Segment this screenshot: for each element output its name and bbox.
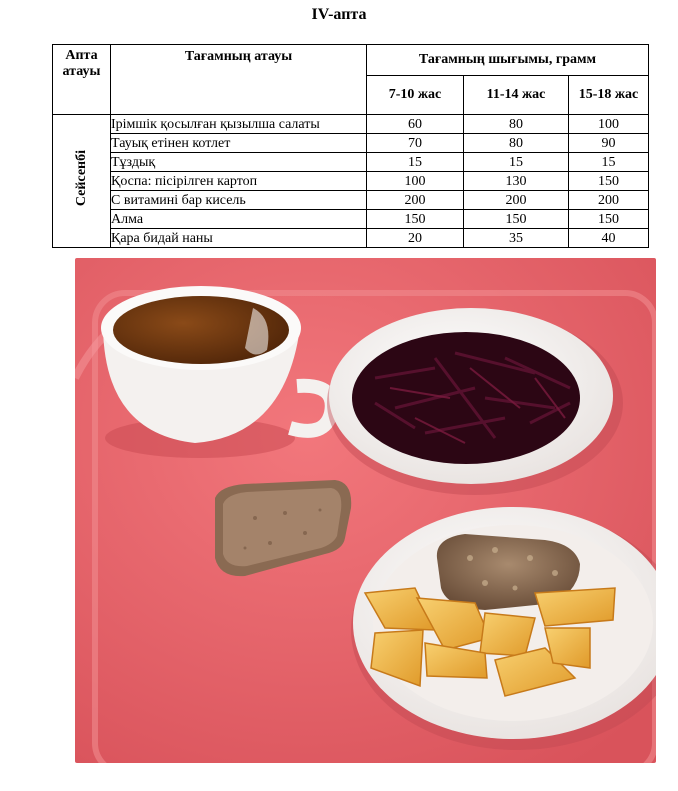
- amount-15-18: 200: [569, 191, 649, 210]
- amount-15-18: 150: [569, 172, 649, 191]
- amount-11-14: 35: [464, 229, 569, 248]
- amount-7-10: 20: [367, 229, 464, 248]
- age-header-11-14: 11-14 жас: [464, 76, 569, 115]
- amount-7-10: 150: [367, 210, 464, 229]
- table-row: [53, 115, 649, 134]
- table-row: [53, 210, 649, 229]
- amount-11-14: 80: [464, 134, 569, 153]
- dish-name: С витамині бар кисель: [111, 191, 367, 210]
- amount-11-14: 15: [464, 153, 569, 172]
- dish-name: Қоспа: пісірілген картоп: [111, 172, 367, 191]
- table-row: [53, 191, 649, 210]
- table-row: [53, 134, 649, 153]
- page-title: IV-апта: [311, 6, 367, 23]
- amount-7-10: 200: [367, 191, 464, 210]
- amount-15-18: 90: [569, 134, 649, 153]
- yield-header: Тағамның шығымы, грамм: [367, 45, 649, 76]
- dish-name: Қара бидай наны: [111, 229, 367, 248]
- amount-15-18: 40: [569, 229, 649, 248]
- dish-name: Алма: [111, 210, 367, 229]
- menu-table: [52, 44, 649, 248]
- amount-11-14: 80: [464, 115, 569, 134]
- amount-15-18: 100: [569, 115, 649, 134]
- amount-15-18: 150: [569, 210, 649, 229]
- amount-7-10: 15: [367, 153, 464, 172]
- dish-header: Тағамның атауы: [111, 45, 367, 115]
- amount-7-10: 100: [367, 172, 464, 191]
- dish-name: Тұздық: [111, 153, 367, 172]
- day-label: Сейсенбі: [74, 150, 89, 207]
- day-cell: [53, 115, 111, 248]
- table-row: [53, 172, 649, 191]
- age-header-7-10: 7-10 жас: [367, 76, 464, 115]
- amount-11-14: 200: [464, 191, 569, 210]
- week-header: Апта атауы: [53, 45, 111, 115]
- table-row: [53, 153, 649, 172]
- amount-11-14: 150: [464, 210, 569, 229]
- amount-15-18: 15: [569, 153, 649, 172]
- meal-photo: [75, 258, 656, 763]
- dish-name: Тауық етінен котлет: [111, 134, 367, 153]
- table-row: [53, 229, 649, 248]
- amount-11-14: 130: [464, 172, 569, 191]
- amount-7-10: 70: [367, 134, 464, 153]
- age-header-15-18: 15-18 жас: [569, 76, 649, 115]
- dish-name: Ірімшік қосылған қызылша салаты: [111, 115, 367, 134]
- amount-7-10: 60: [367, 115, 464, 134]
